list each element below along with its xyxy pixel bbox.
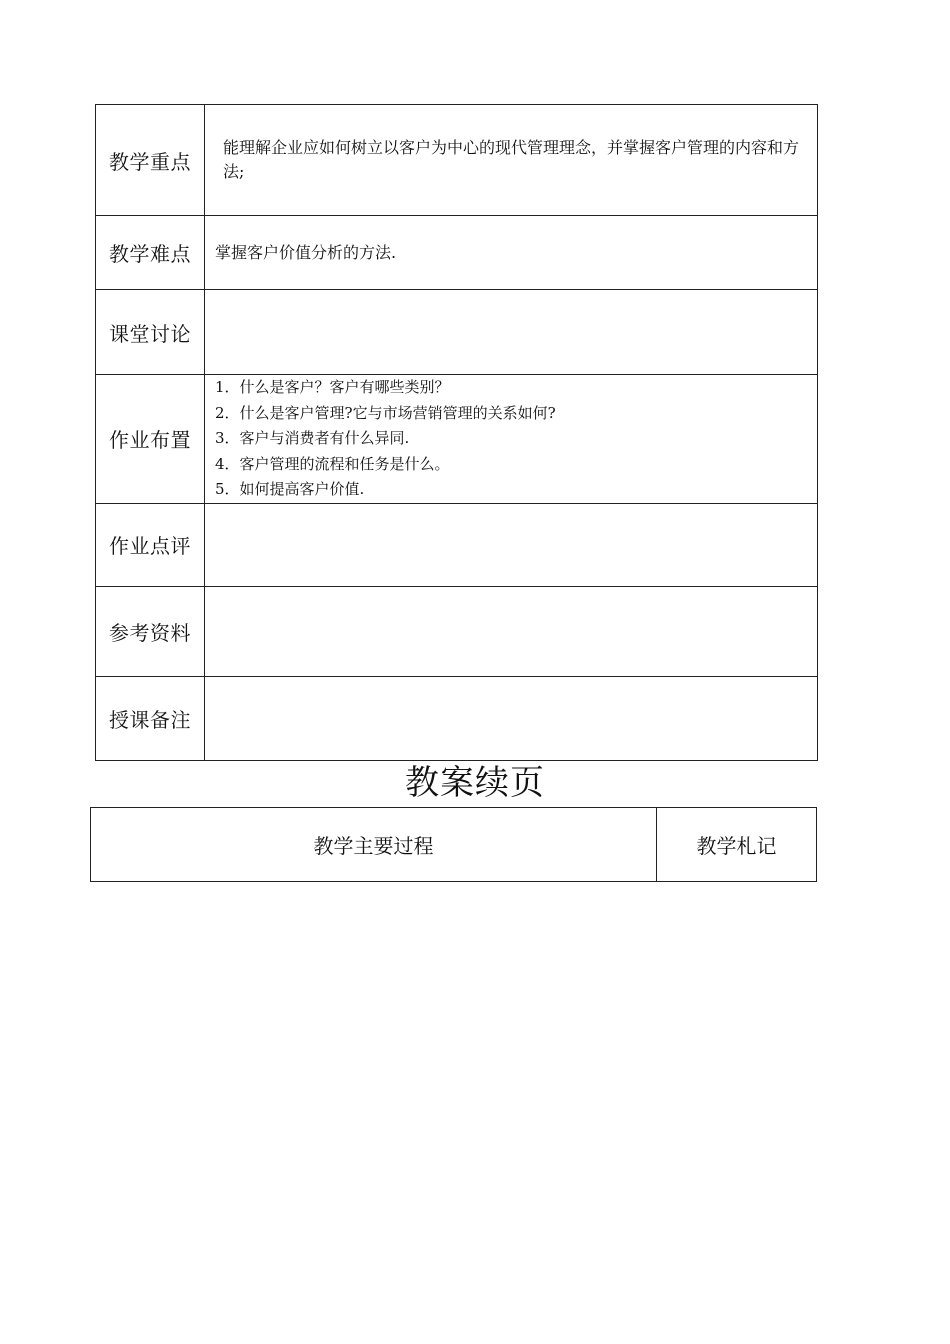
- list-item: 1．什么是客户？客户有哪些类别？: [215, 378, 450, 396]
- table-row: [96, 586, 818, 676]
- row-label-homework-assignment: 作业布置: [96, 375, 205, 504]
- row-content-teaching-difficulty: [205, 216, 818, 290]
- continuation-table: [90, 807, 817, 882]
- row-label-reference-materials: 参考资料: [96, 586, 205, 676]
- table-row: [96, 503, 818, 586]
- row-label-teaching-focus: 教学重点: [96, 105, 205, 216]
- list-item: 4．客户管理的流程和任务是什么。: [215, 454, 450, 473]
- row-content-teaching-focus: [205, 105, 818, 216]
- row-label-class-discussion: 课堂讨论: [96, 290, 205, 375]
- row-label-teaching-difficulty: 教学难点: [96, 216, 205, 290]
- teaching-difficulty-text: 掌握客户价值分析的方法.: [215, 242, 397, 262]
- list-item: 5．如何提高客户价值.: [215, 480, 365, 498]
- continuation-page-title: 教案续页: [405, 763, 545, 803]
- row-content-homework-review: [205, 503, 818, 586]
- table-row: [96, 676, 818, 760]
- list-item: 3．客户与消费者有什么异同.: [215, 429, 410, 447]
- teaching-focus-text: 能理解企业应如何树立以客户为中心的现代管理理念，并掌握客户管理的内容和方法;: [223, 138, 800, 181]
- row-label-teaching-notes: 授课备注: [96, 676, 205, 760]
- homework-list: [205, 375, 817, 503]
- row-content-reference-materials: [205, 586, 818, 676]
- row-label-homework-review: 作业点评: [96, 503, 205, 586]
- table-row: [96, 216, 818, 290]
- table-row: [96, 290, 818, 375]
- row-content-class-discussion: [205, 290, 818, 375]
- header-teaching-notes: 教学札记: [657, 808, 817, 882]
- table-row: [96, 375, 818, 504]
- header-main-teaching-process: 教学主要过程: [91, 808, 657, 882]
- lesson-plan-table: [95, 104, 818, 761]
- row-content-homework-assignment: [205, 375, 818, 504]
- table-header-row: [91, 808, 817, 882]
- row-content-teaching-notes: [205, 676, 818, 760]
- list-item: 2．什么是客户管理?它与市场营销管理的关系如何?: [215, 403, 556, 422]
- table-row: [96, 105, 818, 216]
